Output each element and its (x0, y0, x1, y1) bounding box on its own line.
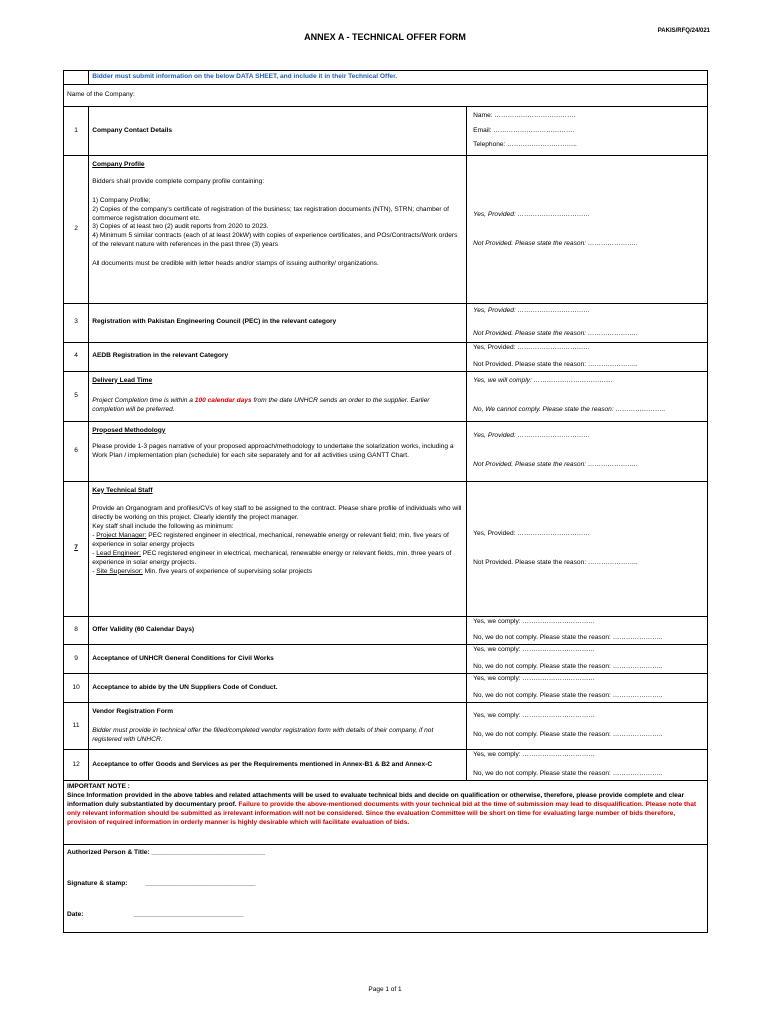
offer-validity-label: Offer Validity (60 Calendar Days) (89, 616, 467, 645)
staff-yes-option[interactable]: Yes, Provided: …………………………… (473, 529, 590, 537)
form-title: ANNEX A - TECHNICAL OFFER FORM (304, 32, 466, 42)
vendor-registration-title: Vendor Registration Form (92, 708, 174, 716)
signature-stamp-field[interactable]: ______________________________ (145, 880, 256, 888)
table-row: 4 AEDB Registration in the relevant Category Yes, Provided: …………………………… Not Provided. Please state the reason: ………………….. (64, 342, 708, 371)
delivery-lead-time-title: Delivery Lead Time (92, 376, 153, 384)
table-row: 9 Acceptance of UNHCR General Conditions for Civil Works Yes, we comply: …………………………… No, we do not comply. Please state the reason: ………………….. (64, 645, 708, 674)
instruction-banner: Bidder must submit information on the below DATA SHEET, and include it in their Technical Offer. (89, 71, 708, 85)
conduct-no-option[interactable]: No, we do not comply. Please state the reason: ………………….. (473, 692, 663, 700)
goods-yes-option[interactable]: Yes, we comply: …………………………… (473, 751, 595, 759)
proposed-methodology-title: Proposed Methodology (92, 426, 166, 434)
vendor-yes-option[interactable]: Yes, we comply: …………………………… (473, 712, 595, 720)
lead-time-no-option[interactable]: No, We cannot comply. Please state the reason: ………………….. (473, 406, 666, 414)
important-note-warning: Failure to provide the above-mentioned documents with your technical bid at the time of submission may lead to disqualification. Please note that only relevant information should be submitted as irrelevant information will not be considered. Since the evaluation Committee will be short on time for evaluating large number of bids therefore, provision of required information in orderly manner is highly desirable which will facilitate evaluation of bids. (67, 800, 697, 826)
methodology-yes-option[interactable]: Yes, Provided: …………………………… (473, 432, 591, 440)
company-profile-title: Company Profile (92, 161, 145, 168)
contact-telephone-field[interactable]: Telephone: ………………………….. (473, 141, 577, 149)
completion-days-highlight: 100 calendar days (194, 397, 252, 405)
conditions-no-option[interactable]: No, we do not comply. Please state the reason: ………………….. (473, 663, 663, 671)
table-row: 11 Vendor Registration Form Bidder must provide in technical offer the filled/completed vendor registration form with details of their company, if not registered with UNHCR. Yes, we comply: …………………………… No, we do not comply. Please state the reason: ………………….. (64, 703, 708, 750)
table-row: 7 Key Technical Staff Provide an Organogram and profiles/CVs of key staff to be assigned to the contract. Please share profile of individuals who will directly be working on this project. Clearly identify the project manager. Key staff shall include the following as minimum: - Project Manager: PEC registered engineer in electrical, mechanical, renewable energy or relevant field; min. five years of experience in solar energy projects - Lead Engineer: PEC registered engineer in electrical, mechanical, renewable energy or relevant fields, min. three years of experience in solar energy projects. - Site Supervisor: Min. five years of experience of supervising solar projects Yes, Provided: …………………………… Not Provided. Please state the reason: ………………….. (64, 481, 708, 616)
staff-no-option[interactable]: Not Provided. Please state the reason: ………………….. (473, 558, 638, 566)
table-row: 5 Delivery Lead Time Project Completion time is within a 100 calendar days from the date UNHCR sends an order to the supplier. Earlier completion will be preferred. Yes, we will comply: ……………………………… No, We cannot comply. Please state the reason: ………………….. (64, 371, 708, 421)
aedb-yes-option[interactable]: Yes, Provided: …………………………… (473, 343, 590, 351)
table-row: 8 Offer Validity (60 Calendar Days) Yes, we comply: …………………………… No, we do not comply. Please state the reason: ………………….. (64, 616, 708, 645)
contact-name-field[interactable]: Name: ………………………………. (473, 111, 576, 119)
vendor-no-option[interactable]: No, we do not comply. Please state the reason: ………………….. (473, 731, 663, 739)
validity-no-option[interactable]: No, we do not comply. Please state the reason: ………………….. (473, 634, 663, 642)
aedb-registration-label: AEDB Registration in the relevant Category (89, 342, 467, 371)
company-contact-label: Company Contact Details (89, 107, 467, 156)
authorized-person-field[interactable]: Authorized Person & Title: _______________________________ (67, 849, 266, 857)
pec-registration-label: Registration with Pakistan Engineering Council (PEC) in the relevant category (89, 304, 467, 343)
goods-no-option[interactable]: No, we do not comply. Please state the reason: ………………….. (473, 770, 663, 778)
company-name-label: Name of the Company: (64, 85, 708, 107)
general-conditions-label: Acceptance of UNHCR General Conditions for Civil Works (89, 645, 467, 674)
table-row: 12 Acceptance to offer Goods and Services as per the Requirements mentioned in Annex-B1 & B2 and Annex-C Yes, we comply: …………………………… No, we do not comply. Please state the reason: ………………….. (64, 750, 708, 781)
date-field[interactable]: ______________________________ (133, 910, 244, 918)
aedb-no-option[interactable]: Not Provided. Please state the reason: ………………….. (473, 360, 638, 368)
profile-yes-option[interactable]: Yes, Provided: …………………………… (473, 210, 591, 218)
page-number: Page 1 of 1 (368, 986, 402, 993)
table-row: 3 Registration with Pakistan Engineering Council (PEC) in the relevant category Yes, Provided: …………………………… Not Provided. Please state the reason: ………………….. (64, 304, 708, 343)
reference-number: PAKIS/RFQ/24/021 (657, 28, 710, 34)
contact-email-field[interactable]: Email: ………………………………. (473, 126, 575, 134)
code-of-conduct-label: Acceptance to abide by the UN Suppliers Code of Conduct. (89, 674, 467, 703)
conditions-yes-option[interactable]: Yes, we comply: …………………………… (473, 646, 595, 654)
validity-yes-option[interactable]: Yes, we comply: …………………………… (473, 617, 595, 625)
conduct-yes-option[interactable]: Yes, we comply: …………………………… (473, 675, 595, 683)
pec-no-option[interactable]: Not Provided. Please state the reason: ………………….. (473, 329, 638, 337)
table-row: 6 Proposed Methodology Please provide 1-3 pages narrative of your proposed approach/methodology to undertake the solarization works, including a Work Plan / implementation plan (schedule) for each site separately and for all activities using GANTT Chart. Yes, Provided: …………………………… Not Provided. Please state the reason: ………………….. (64, 421, 708, 481)
key-technical-staff-title: Key Technical Staff (92, 486, 153, 494)
important-note: IMPORTANT NOTE : Since Information provided in the above tables and related attachments will be used to evaluate technical bids and decide on qualification or otherwise, therefore, please provide complete and clear information duly substantiated by documentary proof. Failure to provide the above-mentioned documents with your technical bid at the time of submission may lead to disqualification. Please note that only relevant information should be submitted as irrelevant information will not be considered. Since the evaluation Committee will be short on time for evaluating large number of bids therefore, provision of required information in orderly manner is highly desirable which will facilitate evaluation of bids. (64, 781, 708, 845)
profile-no-option[interactable]: Not Provided. Please state the reason: ………………….. (473, 239, 638, 247)
technical-offer-table (63, 70, 708, 933)
table-row: 1 Company Contact Details Name: ………………………………. Email: ………………………………. Telephone: ………………………….. (64, 107, 708, 156)
table-row: 10 Acceptance to abide by the UN Suppliers Code of Conduct. Yes, we comply: …………………………… No, we do not comply. Please state the reason: ………………….. (64, 674, 708, 703)
lead-time-yes-option[interactable]: Yes, we will comply: ……………………………… (473, 377, 613, 385)
important-note-title: IMPORTANT NOTE : (67, 783, 130, 791)
goods-services-label: Acceptance to offer Goods and Services as per the Requirements mentioned in Annex-B1 & B2 and Annex-C (89, 750, 467, 781)
table-row: 2 Company Profile Bidders shall provide complete company profile containing: 1) Company Profile; 2) Copies of the company's certificate of registration of the business; tax registration documents (NTN), STRN; chamber of commerce registration document etc. 3) Copies of at least two (2) audit reports from 2020 to 2023. 4) Minimum 5 similar contracts (each of at least 20kW) with copies of experience certificates, and POs/Contracts/Work orders of the relevant nature with references in the past three (3) years All documents must be credible with letter heads and/or stamps of issuing authority/ organizations. Yes, Provided: …………………………… Not Provided. Please state the reason: ………………….. (64, 156, 708, 304)
pec-yes-option[interactable]: Yes, Provided: …………………………… (473, 307, 591, 314)
methodology-no-option[interactable]: Not Provided. Please state the reason: ………………….. (473, 461, 638, 469)
signature-block: Authorized Person & Title: _______________________________ Signature & stamp: ______________________________ Date: ______________________________ (64, 845, 708, 933)
